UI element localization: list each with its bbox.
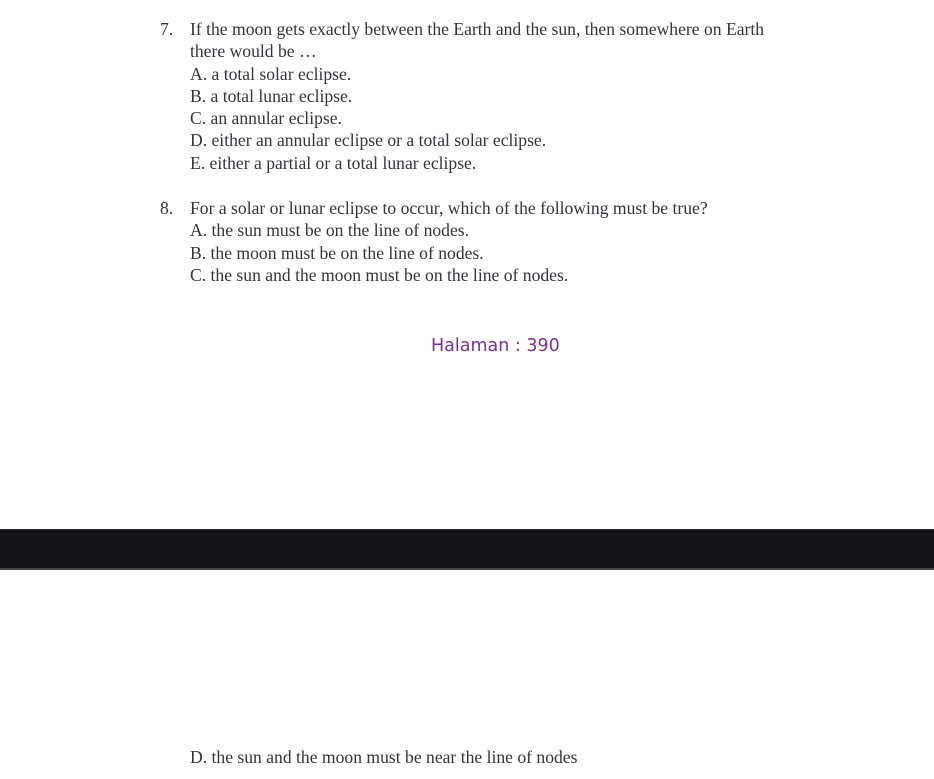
question-8-text-line-1: For a solar or lunar eclipse to occur, which of the following must be true? xyxy=(190,198,708,218)
question-7-number: 7. xyxy=(160,19,174,39)
question-7-option-c: C. an annular eclipse. xyxy=(190,108,342,129)
question-7-option-a: A. a total solar eclipse. xyxy=(190,63,352,84)
question-8-option-b: B. the moon must be on the line of nodes. xyxy=(190,242,484,263)
question-8-option-c: C. the sun and the moon must be on the line of nodes. xyxy=(190,264,569,285)
question-7-option-b: B. a total lunar eclipse. xyxy=(190,85,353,106)
next-page-option-d: D. the sun and the moon must be near the line of nodes xyxy=(190,747,578,767)
page-number-label: Halaman : 390 xyxy=(431,336,560,356)
question-7 xyxy=(160,18,764,174)
question-8 xyxy=(160,197,708,286)
question-7-option-d: D. either an annular eclipse or a total solar eclipse. xyxy=(190,130,547,151)
question-7-body xyxy=(190,18,764,174)
question-8-body xyxy=(190,197,708,286)
question-7-text-line-1: If the moon gets exactly between the Earth and the sun, then somewhere on Earth xyxy=(190,19,765,39)
question-7-text-line-2: there would be … xyxy=(190,41,317,62)
page-separator-bar xyxy=(0,529,934,570)
question-7-option-e: E. either a partial or a total lunar eclipse. xyxy=(190,152,477,173)
question-8-option-a: A. the sun must be on the line of nodes. xyxy=(190,220,470,241)
question-8-number: 8. xyxy=(160,198,174,218)
